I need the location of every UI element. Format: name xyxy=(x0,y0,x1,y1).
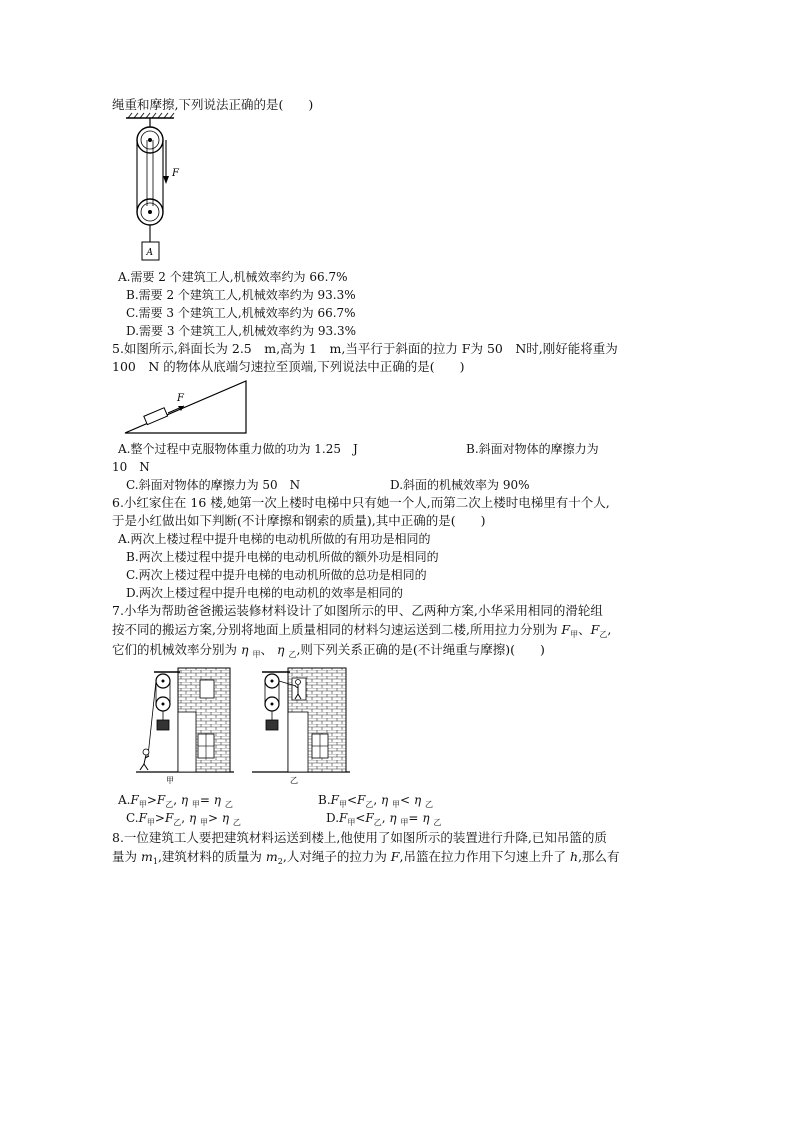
q6-option-b[interactable]: B.两次上楼过程中提升电梯的电动机所做的额外功是相同的 xyxy=(126,550,439,564)
q7-figure-yi-label: 乙 xyxy=(290,776,298,784)
q7-figure-jia xyxy=(136,664,236,784)
q7-option-c[interactable]: $C.F_甲>F_乙$, η $_甲$> η $_乙$ xyxy=(126,811,241,827)
q5-figure-label-f: F xyxy=(177,393,184,404)
q6-stem-line2: 于是小红做出如下判断(不计摩擦和钢索的质量),其中正确的是( ) xyxy=(112,513,486,528)
q5-stem-line1: 5.如图所示,斜面长为 2.5 m,高为 1 m,当平行于斜面的拉力 F为 50 N时,刚好能将重为 xyxy=(112,341,618,356)
q4-option-c[interactable]: C.需要 3 个建筑工人,机械效率约为 66.7% xyxy=(126,306,356,320)
q6-option-c[interactable]: C.两次上楼过程中提升电梯的电动机所做的总功是相同的 xyxy=(126,568,427,582)
q8-stem-line2: 量为 $m_1$,建筑材料的质量为 $m_2$,人对绳子的拉力为 F,吊篮在拉力作用下匀速上升了 h,那么有 xyxy=(112,849,620,866)
q6-option-a[interactable]: A.两次上楼过程中提升电梯的电动机所做的有用功是相同的 xyxy=(118,532,431,546)
q4-pulley-figure xyxy=(122,112,192,264)
q4-option-d[interactable]: D.需要 3 个建筑工人,机械效率约为 93.3% xyxy=(126,324,357,338)
q7-option-d[interactable]: $D.F_甲<F_乙$, η $_甲$= η $_乙$ xyxy=(326,811,442,827)
q6-option-d[interactable]: D.两次上楼过程中提升电梯的电动机的效率是相同的 xyxy=(126,586,404,600)
q7-option-a[interactable]: $A.F_甲>F_乙$, η $_甲$= η $_乙$ xyxy=(118,793,233,809)
q7-stem-line1: 7.小华为帮助爸爸搬运装修材料设计了如图所示的甲、乙两种方案,小华采用相同的滑轮组 xyxy=(112,603,603,618)
q5-option-b[interactable]: B.斜面对物体的摩擦力为 xyxy=(466,442,599,456)
q5-stem-line2: 100 N 的物体从底端匀速拉至顶端,下列说法中正确的是( ) xyxy=(112,359,465,374)
q4-figure-label-a: A xyxy=(146,248,153,258)
q7-stem-line2: 按不同的搬运方案,分别将地面上质量相同的材料匀速运送到二楼,所用拉力分别为 $F_甲$、$F_乙$, xyxy=(112,622,612,639)
q5-incline-figure xyxy=(122,377,252,437)
q4-stem-tail: 绳重和摩擦,下列说法正确的是( ) xyxy=(112,97,314,112)
q7-figure-yi xyxy=(252,664,352,784)
q4-figure-label-f: F xyxy=(172,168,179,179)
q7-figure-jia-label: 甲 xyxy=(166,776,174,784)
q7-stem-line3: 它们的机械效率分别为 η $_甲$、 η $_乙$,则下列关系正确的是(不计绳重与摩擦)( ) xyxy=(112,642,545,659)
q6-stem-line1: 6.小红家住在 16 楼,她第一次上楼时电梯中只有她一个人,而第二次上楼时电梯里有十个人, xyxy=(112,495,610,510)
q7-option-b[interactable]: $B.F_甲<F_乙$, η $_甲$< η $_乙$ xyxy=(318,793,433,809)
q5-option-d[interactable]: D.斜面的机械效率为 90% xyxy=(390,478,530,492)
q5-option-c[interactable]: C.斜面对物体的摩擦力为 50 N xyxy=(126,478,301,492)
q8-stem-line1: 8.一位建筑工人要把建筑材料运送到楼上,他使用了如图所示的装置进行升降,已知吊篮的质 xyxy=(112,830,607,845)
q5-option-b-continued: 10 N xyxy=(112,460,150,474)
q5-option-a[interactable]: A.整个过程中克服物体重力做的功为 1.25 J xyxy=(118,442,358,456)
q4-option-a[interactable]: A.需要 2 个建筑工人,机械效率约为 66.7% xyxy=(118,270,348,284)
q4-option-b[interactable]: B.需要 2 个建筑工人,机械效率约为 93.3% xyxy=(126,288,356,302)
